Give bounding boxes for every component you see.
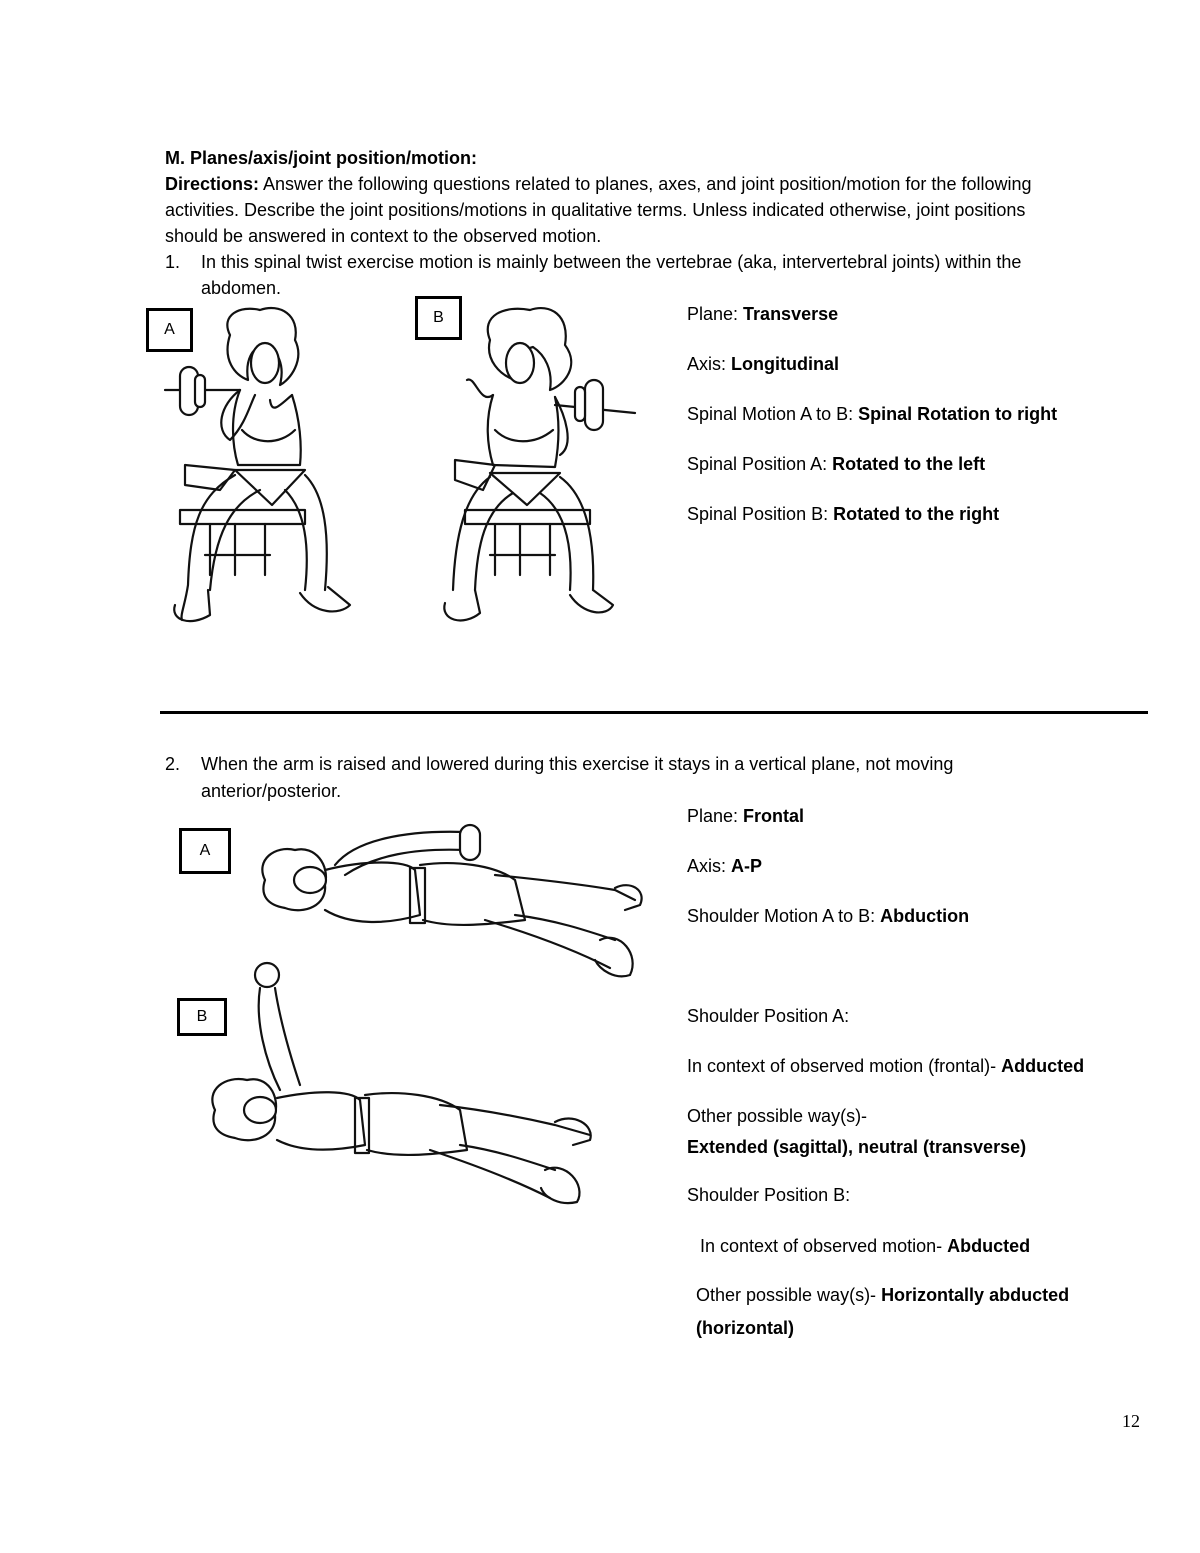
q2-label-a-box bbox=[179, 828, 231, 874]
q2-axis-label: Axis: bbox=[687, 856, 732, 876]
q1-motion-value: Spinal Rotation to right bbox=[858, 404, 1058, 424]
q1-label-b: B bbox=[433, 309, 444, 326]
directions-label: Directions: bbox=[165, 174, 260, 194]
q2-position-b-other-label: Other possible way(s)- bbox=[696, 1285, 882, 1305]
q2-text-line-2: anterior/posterior. bbox=[201, 781, 342, 801]
q1-axis-label: Axis: bbox=[687, 354, 732, 374]
q1-plane-label: Plane: bbox=[687, 304, 744, 324]
q1-label-a: A bbox=[164, 321, 175, 338]
q1-position-a-label: Spinal Position A: bbox=[687, 454, 833, 474]
q2-motion-value: Abduction bbox=[880, 906, 970, 926]
q2-position-b-other-value-2: (horizontal) bbox=[696, 1318, 794, 1338]
q1-position-a bbox=[687, 452, 985, 476]
q1-position-b-value: Rotated to the right bbox=[833, 504, 1000, 524]
q2-label-b: B bbox=[196, 1008, 208, 1025]
q2-axis-value: A-P bbox=[731, 856, 763, 876]
q2-motion-label: Shoulder Motion A to B: bbox=[687, 906, 881, 926]
q1-position-b-label: Spinal Position B: bbox=[687, 504, 834, 524]
q1-motion bbox=[687, 402, 1057, 426]
q2-position-a-context-value: Adducted bbox=[1001, 1056, 1085, 1076]
directions-line-3: should be answered in context to the observed motion. bbox=[165, 226, 602, 246]
q2-text-line-1: When the arm is raised and lowered during this exercise it stays in a vertical plane, not moving bbox=[201, 754, 954, 774]
q2-axis bbox=[687, 854, 762, 878]
q2-position-a-context bbox=[687, 1054, 1084, 1078]
q1-plane bbox=[687, 302, 838, 326]
section-divider bbox=[160, 711, 1148, 714]
q2-position-b-other bbox=[696, 1283, 1069, 1307]
section-heading: M. Planes/axis/joint position/motion: bbox=[165, 148, 478, 168]
q2-position-a-heading: Shoulder Position A: bbox=[687, 1006, 850, 1026]
q2-position-b-context-value: Abducted bbox=[947, 1236, 1031, 1256]
q1-text-line-2: abdomen. bbox=[201, 278, 282, 298]
q1-position-a-value: Rotated to the left bbox=[832, 454, 986, 474]
q2-position-b-context bbox=[700, 1234, 1030, 1258]
q2-position-b-context-label: In context of observed motion- bbox=[700, 1236, 948, 1256]
directions-text-1: Answer the following questions related to planes, axes, and joint position/motion for the following bbox=[259, 174, 1032, 194]
q1-number: 1. bbox=[165, 252, 181, 272]
q1-axis bbox=[687, 352, 839, 376]
q2-plane-label: Plane: bbox=[687, 806, 744, 826]
q1-plane-value: Transverse bbox=[743, 304, 839, 324]
directions-line-1 bbox=[165, 172, 1032, 196]
q1-figure-b bbox=[435, 305, 635, 635]
q1-figure-a bbox=[160, 305, 360, 635]
q2-number: 2. bbox=[165, 754, 181, 774]
q1-position-b bbox=[687, 502, 999, 526]
q2-figure-b bbox=[205, 960, 600, 1205]
page-number: 12 bbox=[1122, 1411, 1140, 1431]
q2-position-a-context-label: In context of observed motion (frontal)- bbox=[687, 1056, 1002, 1076]
q2-position-b-other-value-1: Horizontally abducted bbox=[881, 1285, 1070, 1305]
directions-line-2: activities. Describe the joint positions/motions in qualitative terms. Unless indicated otherwise, joint positions bbox=[165, 200, 1026, 220]
q2-plane bbox=[687, 804, 804, 828]
q2-position-b-heading: Shoulder Position B: bbox=[687, 1185, 851, 1205]
q2-motion bbox=[687, 904, 969, 928]
q1-axis-value: Longitudinal bbox=[731, 354, 839, 374]
q1-motion-label: Spinal Motion A to B: bbox=[687, 404, 859, 424]
q2-position-a-other-value: Extended (sagittal), neutral (transverse) bbox=[687, 1137, 1027, 1157]
q2-position-a-other-label: Other possible way(s)- bbox=[687, 1106, 868, 1126]
q2-label-a: A bbox=[199, 842, 211, 859]
q2-plane-value: Frontal bbox=[743, 806, 805, 826]
q1-text-line-1: In this spinal twist exercise motion is mainly between the vertebrae (aka, intervertebral joints) within the bbox=[201, 252, 1022, 272]
